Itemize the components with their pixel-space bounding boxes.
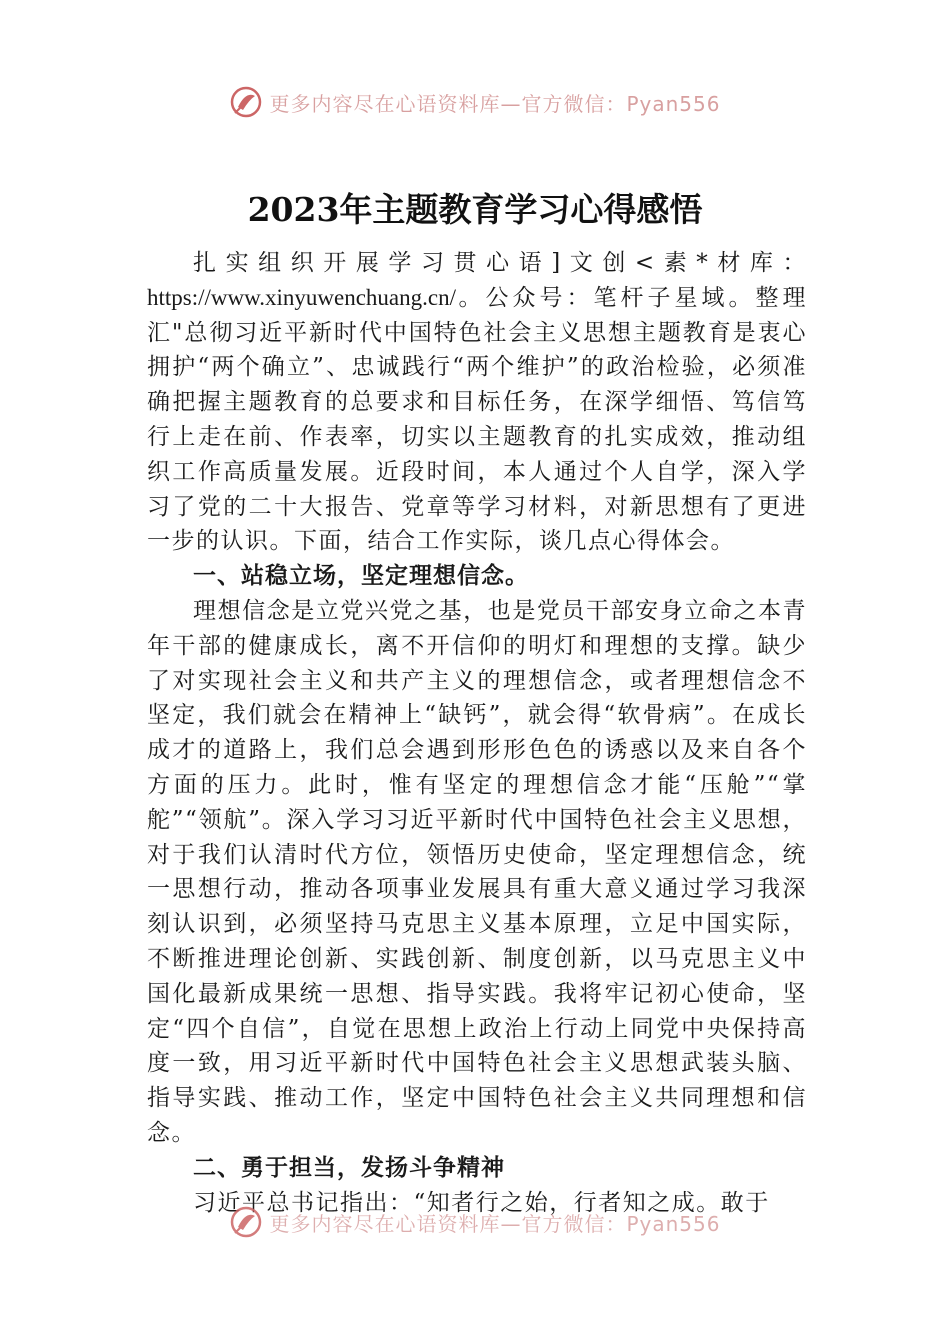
section-2-paragraph: 习近平总书记指出：“知者行之始，行者知之成。敢于: [193, 1189, 770, 1216]
intro-rest: 。公众号：笔杆子星域。整理汇"总彻习近平新时代中国特色社会主义思想主题教育是衷心拥护“两个确立”、忠诚践行“两个维护”的政治检验，必须准确把握主题教育的总要求和目标任务，在深学细悟、笃信笃行上走在前、作表率，切实以主题教育的扎实成效，推动组织工作高质量发展。近段时间，本人通过个人自学，深入学习了党的二十大报告、党章等学习材料，对新思想有了更进一步的认识。下面，结合工作实际，谈几点心得体会。: [147, 284, 807, 555]
watermark-logo-icon: [229, 85, 263, 119]
section-1-paragraph: 理想信念是立党兴党之基，也是党员干部安身立命之本青年干部的健康成长，离不开信仰的明灯和理想的支撑。缺少了对实现社会主义和共产主义的理想信念，或者理想信念不坚定，我们就会在精神上“缺钙”，就会得“软骨病”。在成长成才的道路上，我们总会遇到形形色色的诱惑以及来自各个方面的压力。此时，惟有坚定的理想信念才能“压舱”“掌舵”“领航”。深入学习习近平新时代中国特色社会主义思想，对于我们认清时代方位，领悟历史使命，坚定理想信念，统一思想行动，推动各项事业发展具有重大意义通过学习我深刻认识到，必须坚持马克思主义基本原理，立足中国实际，不断推进理论创新、实践创新、制度创新，以马克思主义中国化最新成果统一思想、指导实践。我将牢记初心使命，坚定“四个自信”，自觉在思想上政治上行动上同党中央保持高度一致，用习近平新时代中国特色社会主义思想武装头脑、指导实践、推动工作，坚定中国特色社会主义共同理想和信念。: [147, 597, 807, 1146]
document-body: [147, 246, 807, 1216]
intro-lead: 扎实组织开展学习贯心语]文创<素*材库：: [193, 250, 807, 276]
section-1-heading: 一、站稳立场，坚定理想信念。: [193, 563, 529, 590]
intro-paragraph: [147, 246, 807, 559]
intro-url: https://www.xinyuwenchuang.cn/: [147, 284, 456, 310]
watermark-footer: [0, 1200, 950, 1244]
watermark-header: [0, 80, 950, 124]
watermark-logo-icon: [229, 1205, 263, 1239]
document-title: 2023年主题教育学习心得感悟: [247, 190, 703, 229]
watermark-text: 更多内容尽在心语资料库—官方微信：Pyan556: [269, 1211, 721, 1236]
watermark-text: 更多内容尽在心语资料库—官方微信：Pyan556: [269, 91, 721, 116]
section-2-heading: 二、勇于担当，发扬斗争精神: [193, 1154, 505, 1181]
